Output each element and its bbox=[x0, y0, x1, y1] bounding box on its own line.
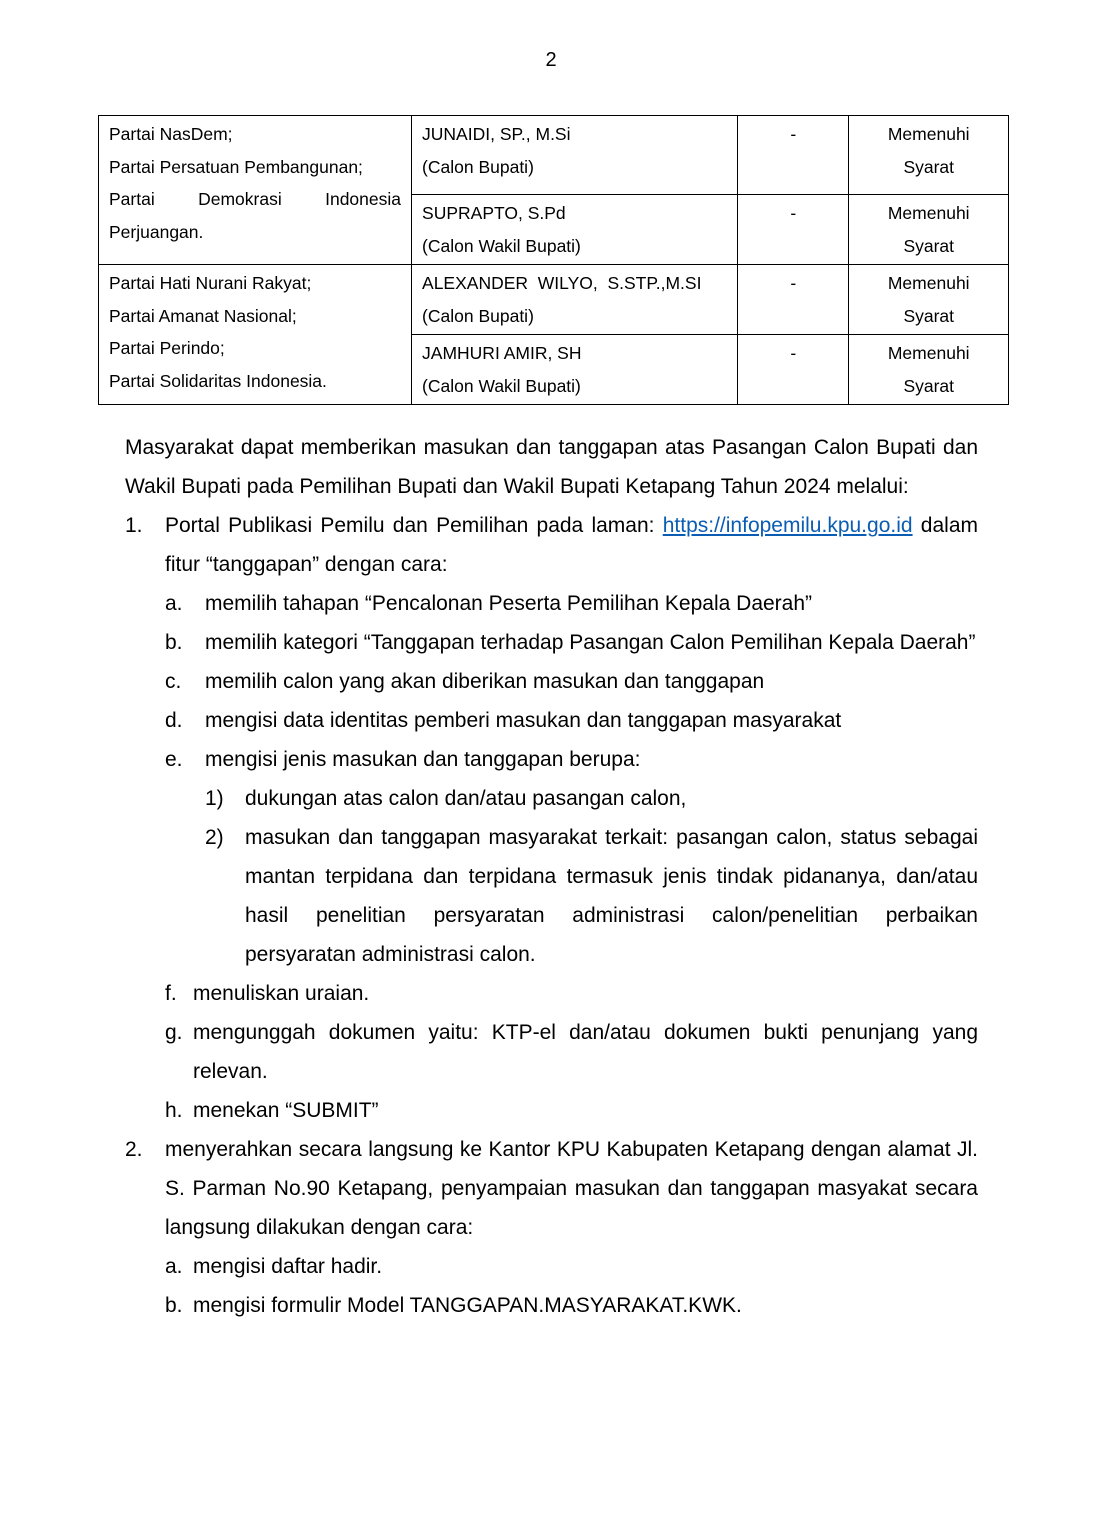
candidate-name: JUNAIDI, SP., M.Si bbox=[422, 124, 571, 144]
status-text: Memenuhi bbox=[887, 343, 970, 363]
candidate-cell bbox=[412, 195, 738, 265]
list-item bbox=[125, 506, 978, 584]
list-item bbox=[165, 974, 978, 1013]
list-number: 2. bbox=[125, 1138, 143, 1161]
list-text: memilih calon yang akan diberikan masukan dan tanggapan bbox=[205, 670, 765, 693]
list-item bbox=[205, 779, 978, 818]
list-text: menyerahkan secara langsung ke Kantor KPU Kabupaten Ketapang dengan alamat Jl. S. Parman No.90 Ketapang, penyampaian masukan dan tanggapan masyakat secara langsung dilakukan dengan cara: bbox=[165, 1138, 978, 1239]
party-word: Demokrasi bbox=[198, 189, 282, 209]
list-text: masukan dan tanggapan masyarakat terkait: pasangan calon, status sebagai mantan terpidana dan terpidana termasuk jenis tindak pidananya, dan/atau hasil penelitian persyaratan administrasi calon/penelitian perbaikan persyaratan administrasi calon. bbox=[245, 826, 978, 966]
party-name: Partai Hati Nurani Rakyat; bbox=[109, 273, 312, 293]
list-item bbox=[165, 1091, 978, 1130]
list-text: menuliskan uraian. bbox=[193, 982, 370, 1005]
list-item bbox=[165, 1247, 978, 1286]
list-text: mengisi data identitas pemberi masukan dan tanggapan masyarakat bbox=[205, 709, 842, 732]
list-letter: d. bbox=[165, 709, 183, 732]
candidate-name: SUPRAPTO, S.Pd bbox=[422, 203, 566, 223]
status-cell bbox=[849, 265, 1009, 335]
list-number: 2) bbox=[205, 826, 224, 849]
party-name: Partai Solidaritas Indonesia. bbox=[109, 370, 327, 391]
list-letter: f. bbox=[165, 982, 177, 1005]
list-item bbox=[165, 662, 978, 701]
status-cell bbox=[849, 335, 1009, 405]
status-cell bbox=[849, 195, 1009, 265]
party-word: Partai bbox=[109, 189, 155, 209]
party-name bbox=[109, 183, 401, 216]
list-number: 1) bbox=[205, 787, 224, 810]
dash-cell: - bbox=[738, 195, 849, 265]
candidate-role: (Calon Bupati) bbox=[422, 156, 534, 177]
list-item bbox=[165, 1286, 978, 1325]
candidate-role: (Calon Wakil Bupati) bbox=[422, 235, 581, 256]
list-item bbox=[165, 584, 978, 623]
table-row bbox=[99, 116, 1009, 195]
list-text: mengunggah dokumen yaitu: KTP-el dan/atau dokumen bukti penunjang yang relevan. bbox=[193, 1021, 978, 1083]
list-letter: a. bbox=[165, 1255, 183, 1278]
status-text: Syarat bbox=[903, 305, 955, 326]
list-letter: a. bbox=[165, 592, 183, 615]
list-item bbox=[165, 740, 978, 779]
candidates-table bbox=[98, 115, 1009, 405]
candidate-cell bbox=[412, 116, 738, 195]
page-number: 2 bbox=[545, 49, 557, 71]
candidate-cell bbox=[412, 265, 738, 335]
party-name: Partai Persatuan Pembangunan; bbox=[109, 156, 363, 177]
list-text: memilih kategori “Tanggapan terhadap Pasangan Calon Pemilihan Kepala Daerah” bbox=[205, 631, 976, 654]
list-item bbox=[165, 1013, 978, 1091]
list-letter: h. bbox=[165, 1099, 183, 1122]
candidate-role: (Calon Wakil Bupati) bbox=[422, 375, 581, 396]
dash-cell: - bbox=[738, 116, 849, 195]
candidate-role: (Calon Bupati) bbox=[422, 305, 534, 326]
party-name: Partai Perindo; bbox=[109, 338, 225, 358]
document-body bbox=[125, 428, 978, 1325]
list-item bbox=[205, 818, 978, 974]
dash-cell: - bbox=[738, 335, 849, 405]
list-text: mengisi daftar hadir. bbox=[193, 1255, 383, 1278]
list-text: Portal Publikasi Pemilu dan Pemilihan pada laman: https://infopemilu.kpu.go.id dalam fitur “tanggapan” dengan cara: bbox=[165, 514, 978, 576]
intro-paragraph: Masyarakat dapat memberikan masukan dan tanggapan atas Pasangan Calon Bupati dan Wakil Bupati pada Pemilihan Bupati dan Wakil Bupati Ketapang Tahun 2024 melalui: bbox=[125, 436, 978, 498]
table-row bbox=[99, 265, 1009, 335]
list-letter: c. bbox=[165, 670, 182, 693]
list-text: mengisi jenis masukan dan tanggapan berupa: bbox=[205, 748, 641, 771]
list-letter: g. bbox=[165, 1021, 183, 1044]
list-number: 1. bbox=[125, 514, 143, 537]
list-letter: b. bbox=[165, 631, 183, 654]
list-letter: e. bbox=[165, 748, 183, 771]
status-text: Memenuhi bbox=[887, 273, 970, 293]
status-text: Syarat bbox=[903, 156, 955, 177]
infopemilu-link[interactable]: https://infopemilu.kpu.go.id bbox=[662, 514, 913, 537]
list-text: mengisi formulir Model TANGGAPAN.MASYARAKAT.KWK. bbox=[193, 1294, 742, 1317]
dash-cell: - bbox=[738, 265, 849, 335]
party-name: Partai NasDem; bbox=[109, 124, 233, 144]
candidate-name: JAMHURI AMIR, SH bbox=[422, 343, 582, 363]
status-cell bbox=[849, 116, 1009, 195]
list-item bbox=[165, 623, 978, 662]
candidate-name: ALEXANDER WILYO, S.STP.,M.SI bbox=[422, 273, 702, 293]
party-name: Perjuangan. bbox=[109, 221, 204, 242]
party-cell bbox=[99, 116, 412, 265]
candidate-cell bbox=[412, 335, 738, 405]
party-cell bbox=[99, 265, 412, 405]
status-text: Memenuhi bbox=[887, 203, 970, 223]
list-text: memilih tahapan “Pencalonan Peserta Pemilihan Kepala Daerah” bbox=[205, 592, 813, 615]
status-text: Memenuhi bbox=[887, 124, 970, 144]
list-item bbox=[165, 701, 978, 740]
party-name: Partai Amanat Nasional; bbox=[109, 305, 297, 326]
party-word: Indonesia bbox=[325, 189, 402, 209]
list-text: menekan “SUBMIT” bbox=[193, 1099, 379, 1122]
status-text: Syarat bbox=[903, 235, 955, 256]
list-text: dukungan atas calon dan/atau pasangan calon, bbox=[245, 787, 687, 810]
list-item bbox=[125, 1130, 978, 1247]
status-text: Syarat bbox=[903, 375, 955, 396]
list-letter: b. bbox=[165, 1294, 183, 1317]
